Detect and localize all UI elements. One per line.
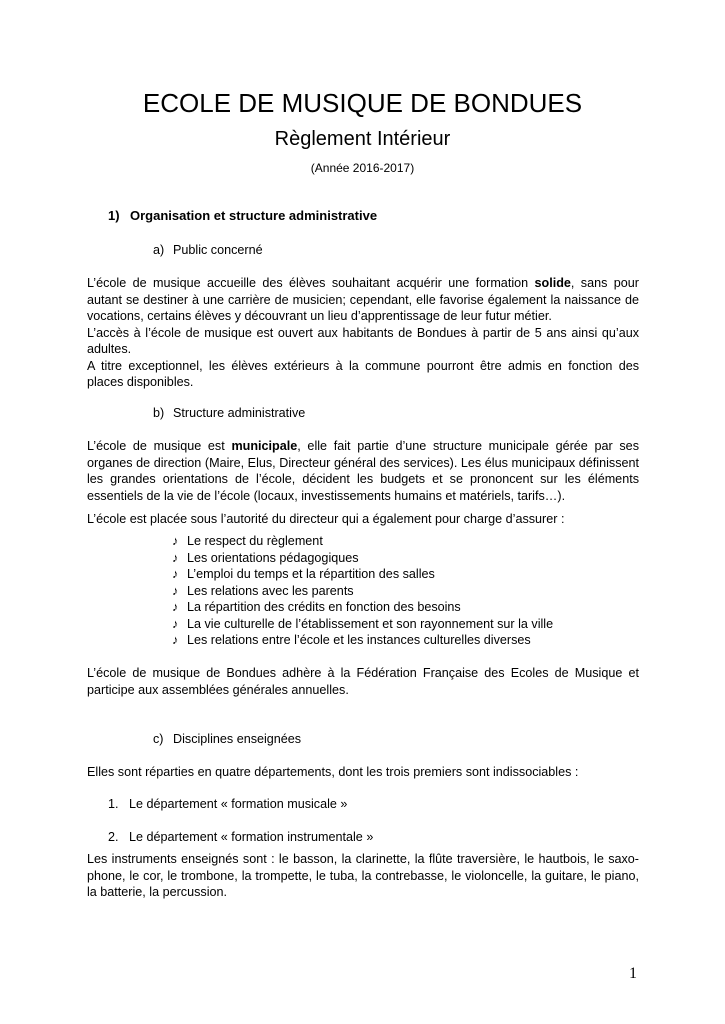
text-run: L’école de musique accueille des élèves souhaitant acquérir une formation xyxy=(87,276,535,290)
paragraph-structure-1 xyxy=(87,438,639,504)
text-run: , elle fait partie d’une structure municipale gérée par ses organes de direction (Maire, Elus, Directeur général des services). Les élus municipaux définissent les grandes orientations de l’école, décident les budgets et se prononcent sur les éléments essentiels de la vie de l’école (locaux, investissements humains et matériels, tarifs…). xyxy=(87,439,639,503)
list-item-label: La répartition des crédits en fonction des besoins xyxy=(187,600,461,614)
text-run: L’école de musique est xyxy=(87,439,232,453)
document-subtitle: Règlement Intérieur xyxy=(274,128,451,150)
list-item xyxy=(172,583,553,600)
music-note-icon: ♪ xyxy=(172,550,179,565)
list-item-label: La vie culturelle de l’établissement et son rayonnement sur la ville xyxy=(187,616,554,631)
paragraph-structure xyxy=(87,438,639,504)
paragraph-federation xyxy=(87,665,639,698)
department-label: Le département « formation musicale » xyxy=(129,797,348,811)
paragraph-director-text: L’école est placée sous l’autorité du directeur qui a également pour charge d’assurer : xyxy=(87,512,565,526)
section-title: Organisation et structure administrative xyxy=(130,208,378,223)
bold-text: municipale xyxy=(231,439,298,453)
paragraph-public-3: A titre exceptionnel, les élèves extérieurs à la commune pourront être admis en fonction des places disponibles. xyxy=(87,358,639,389)
paragraph-public xyxy=(87,275,639,391)
department-number: 2. xyxy=(108,830,119,844)
list-item xyxy=(172,616,553,633)
music-note-icon: ♪ xyxy=(172,633,179,647)
department-item-1 xyxy=(108,796,347,813)
list-item xyxy=(172,599,553,616)
paragraph-instruments xyxy=(87,851,639,901)
department-label: Le département « formation instrumentale » xyxy=(129,830,374,844)
list-item xyxy=(172,550,553,567)
music-note-icon: ♪ xyxy=(172,600,179,614)
list-item xyxy=(172,566,553,583)
list-item-label: Les relations avec les parents xyxy=(187,583,354,598)
text-run: , sans pour autant se destiner à une carrière de musicien; cependant, elle favorise également la naissance de vocations, certains élèves y découvrant un lieu d’apprentissage de leur futur métier. xyxy=(87,276,639,323)
subsection-title: Disciplines enseignées xyxy=(173,732,302,746)
school-year: (Année 2016-2017) xyxy=(310,161,415,175)
subsection-letter: b) xyxy=(153,406,165,420)
subsection-title: Public concerné xyxy=(173,243,263,257)
music-note-icon: ♪ xyxy=(172,616,179,631)
section-heading xyxy=(108,208,377,225)
list-item-label: Les relations entre l’école et les instances culturelles diverses xyxy=(187,633,531,647)
subsection-heading-a xyxy=(153,242,263,259)
music-note-icon: ♪ xyxy=(172,534,179,548)
subsection-heading-c xyxy=(153,731,301,748)
subsection-heading-b xyxy=(153,405,305,422)
document-title: ECOLE DE MUSIQUE DE BONDUES xyxy=(142,88,583,118)
bold-text: solide xyxy=(534,276,571,290)
music-note-icon: ♪ xyxy=(172,567,179,581)
department-number: 1. xyxy=(108,797,119,811)
list-item-label: Les orientations pédagogiques xyxy=(187,550,359,565)
music-note-icon: ♪ xyxy=(172,583,179,598)
list-item xyxy=(172,632,553,649)
list-item-label: L’emploi du temps et la répartition des salles xyxy=(187,567,435,581)
paragraph-disciplines-intro xyxy=(87,764,639,781)
section-number: 1) xyxy=(108,208,120,223)
list-item xyxy=(172,533,553,550)
paragraph-instruments-text: Les instruments enseignés sont : le basson, la clarinette, la flûte traversière, le hautbois, le saxo-phone, le cor, le trombone, la trompette, le tuba, la contrebasse, le violoncelle, la guitare, le piano, la batterie, la percussion. xyxy=(87,852,639,899)
paragraph-federation-text: L’école de musique de Bondues adhère à la Fédération Française des Ecoles de Musique et participe aux assemblées générales annuelles. xyxy=(87,666,639,697)
paragraph-director xyxy=(87,511,639,528)
list-item-label: Le respect du règlement xyxy=(187,534,323,548)
department-item-2 xyxy=(108,829,373,846)
paragraph-public-1 xyxy=(87,275,639,325)
subsection-letter: a) xyxy=(153,243,165,257)
paragraph-disciplines-text: Elles sont réparties en quatre départements, dont les trois premiers sont indissociables : xyxy=(87,765,579,779)
director-duties-list xyxy=(172,533,553,649)
paragraph-public-2: L’accès à l’école de musique est ouvert aux habitants de Bondues à partir de 5 ans ainsi qu’aux adultes. xyxy=(87,325,639,356)
subsection-title: Structure administrative xyxy=(173,406,306,420)
subsection-letter: c) xyxy=(153,732,164,746)
page-number: 1 xyxy=(629,965,637,982)
